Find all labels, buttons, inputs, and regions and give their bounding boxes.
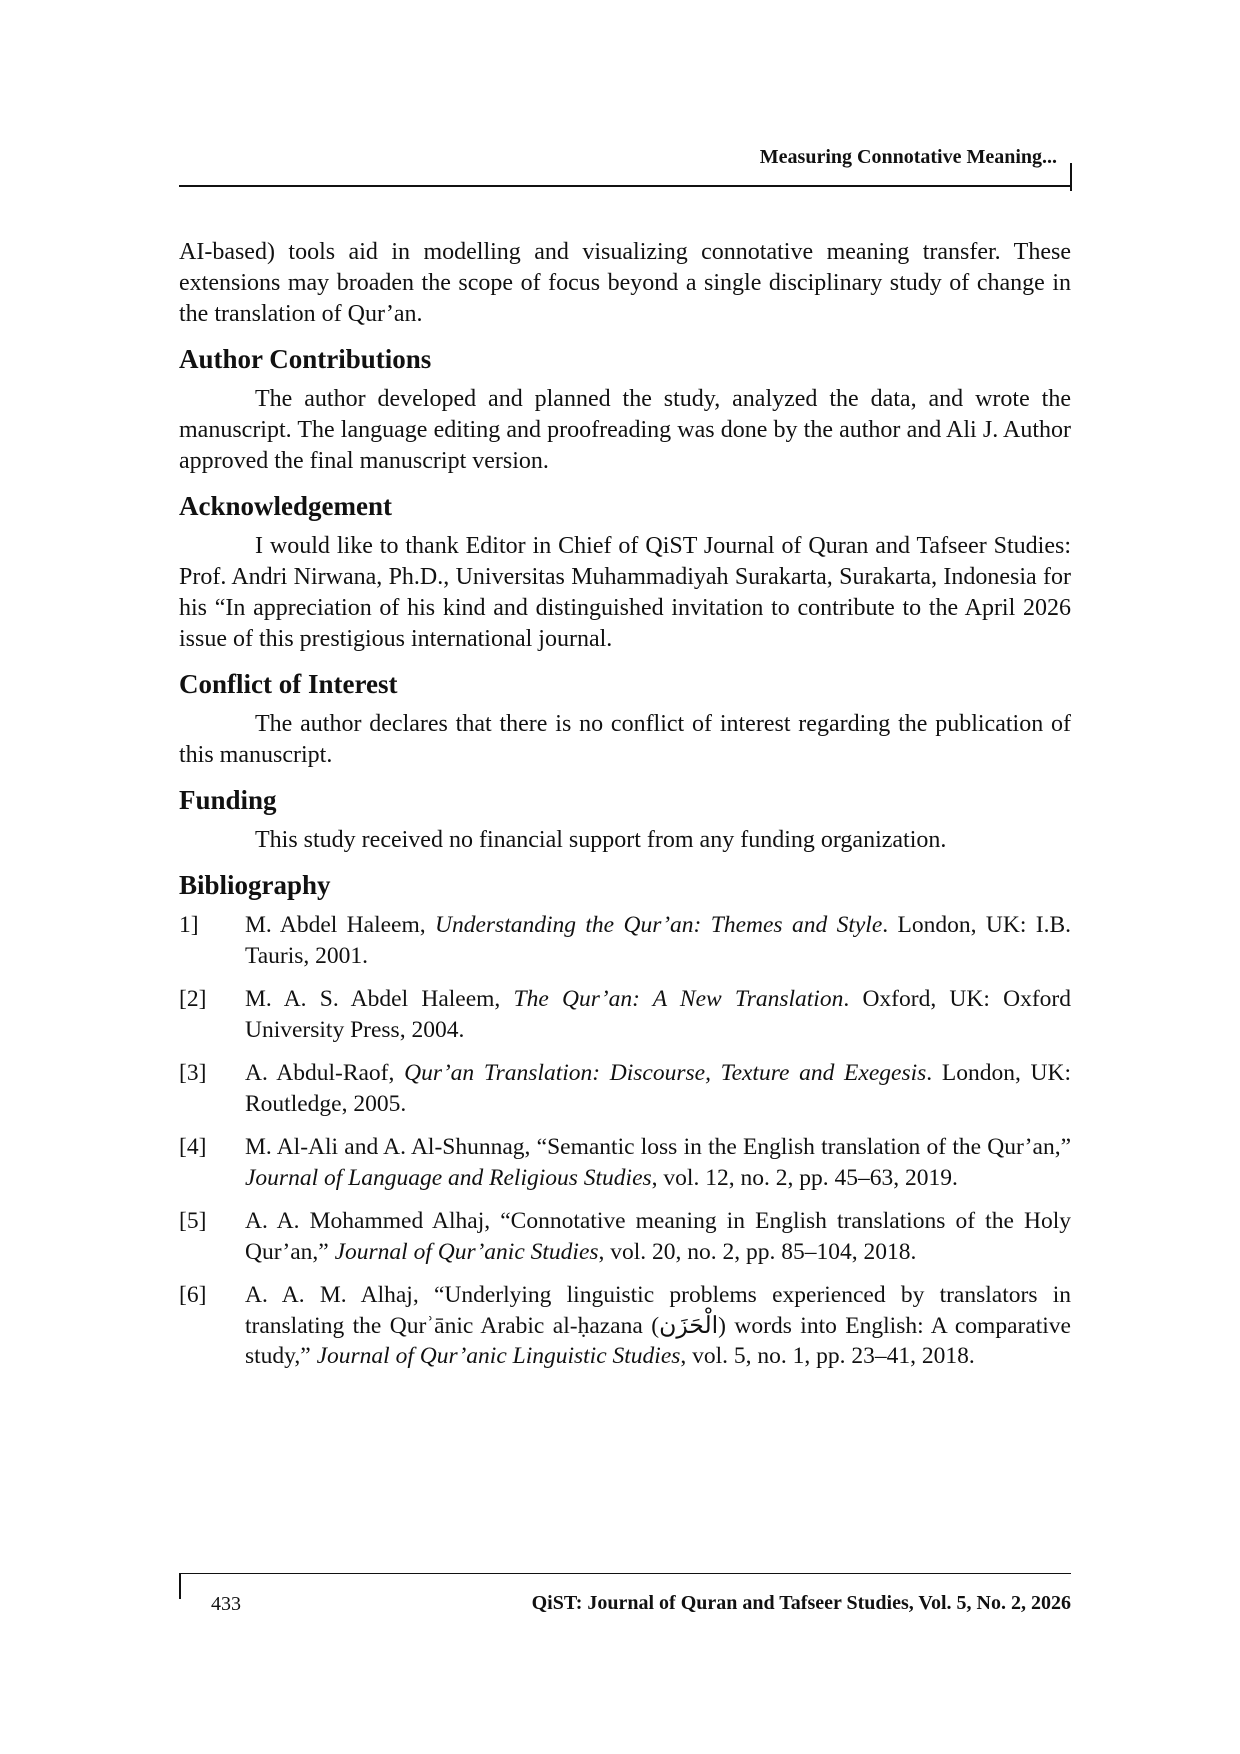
running-title: Measuring Connotative Meaning...: [759, 146, 1057, 168]
intro-paragraph: AI-based) tools aid in modelling and visualizing connotative meaning transfer. These extensions may broaden the scope of focus beyond a single disciplinary study of change in the translation of Qur’an.: [179, 239, 1071, 327]
reference-number: [6]: [179, 1282, 207, 1308]
conflict-of-interest-heading: Conflict of Interest: [179, 669, 398, 699]
author-contributions-heading: Author Contributions: [179, 344, 432, 374]
reference-details: , vol. 5, no. 1, pp. 23–41, 2018.: [680, 1343, 975, 1369]
reference-item: [179, 1132, 1071, 1193]
reference-number: 1]: [179, 912, 199, 938]
reference-number: [5]: [179, 1208, 207, 1234]
reference-title: Understanding the Qur’an: Themes and Style: [435, 912, 883, 938]
reference-authors: M. Al-Ali and A. Al-Shunnag, “Semantic loss in the English translation of the Qur’an,”: [245, 1134, 1071, 1160]
reference-title: The Qur’an: A New Translation: [513, 986, 844, 1012]
journal-footer: QiST: Journal of Quran and Tafseer Studies, Vol. 5, No. 2, 2026: [531, 1592, 1071, 1614]
reference-text: [245, 1058, 1071, 1119]
header-rule: [179, 185, 1071, 187]
reference-authors: A. A. M. Alhaj, “Underlying linguistic problems experienced by translators in translating the Qurʾānic Arabic al-ḥazana (الْحَزَن) words into English: A comparative study,”: [245, 1282, 1071, 1369]
bibliography-heading: Bibliography: [179, 870, 331, 900]
funding-text: This study received no financial support from any funding organization.: [255, 827, 947, 853]
reference-text: [245, 1132, 1071, 1193]
reference-authors: M. Abdel Haleem,: [245, 912, 436, 938]
page-number: 433: [211, 1593, 241, 1615]
author-contributions-text: The author developed and planned the study, analyzed the data, and wrote the manuscript. The language editing and proofreading was done by the author and Ali J. Author approved the final manuscript version.: [179, 386, 1071, 474]
reference-journal: Journal of Qur’anic Studies: [334, 1238, 599, 1265]
page-body: [179, 237, 1071, 1385]
reference-list: [179, 910, 1071, 1372]
reference-item: [179, 1058, 1071, 1119]
reference-text: [245, 984, 1071, 1045]
reference-authors: M. A. S. Abdel Haleem,: [245, 986, 514, 1012]
funding-heading: Funding: [179, 785, 277, 815]
reference-details: , vol. 20, no. 2, pp. 85–104, 2018.: [598, 1238, 917, 1265]
reference-authors: A. Abdul-Raof,: [245, 1060, 405, 1086]
reference-number: [4]: [179, 1134, 207, 1160]
reference-text: [245, 1280, 1071, 1372]
acknowledgement-heading: Acknowledgement: [179, 491, 392, 521]
reference-details: . Oxford, UK: Oxford University Press, 2004.: [245, 986, 1072, 1043]
reference-details: , vol. 12, no. 2, pp. 45–63, 2019.: [651, 1164, 958, 1191]
reference-item: [179, 1206, 1071, 1267]
reference-item: [179, 910, 1071, 971]
reference-text: [245, 1206, 1071, 1267]
reference-item: [179, 1280, 1071, 1372]
reference-details: . London, UK: I.B. Tauris, 2001.: [245, 912, 1071, 969]
reference-journal: Journal of Language and Religious Studies: [245, 1164, 652, 1191]
reference-details: . London, UK: Routledge, 2005.: [245, 1060, 1072, 1117]
reference-item: [179, 984, 1071, 1045]
footer-corner-mark: [179, 1573, 181, 1599]
reference-number: [3]: [179, 1060, 207, 1086]
reference-journal: Journal of Qur’anic Linguistic Studies: [316, 1343, 681, 1369]
reference-authors: A. A. Mohammed Alhaj, “Connotative meaning in English translations of the Holy Qur’an,”: [245, 1208, 1071, 1265]
acknowledgement-text: I would like to thank Editor in Chief of QiST Journal of Quran and Tafseer Studies: Prof. Andri Nirwana, Ph.D., Universitas Muhammadiyah Surakarta, Surakarta, Indonesia for his “In appreciation of his kind and distinguished invitation to contribute to the April 2026 issue of this prestigious international journal.: [179, 533, 1071, 652]
reference-title: Qur’an Translation: Discourse, Texture and Exegesis: [404, 1060, 927, 1086]
header-corner-mark: [1070, 163, 1072, 191]
reference-text: [245, 910, 1071, 971]
footer-rule: [179, 1573, 1071, 1574]
reference-number: [2]: [179, 986, 207, 1012]
conflict-of-interest-text: The author declares that there is no conflict of interest regarding the publication of this manuscript.: [179, 711, 1071, 768]
